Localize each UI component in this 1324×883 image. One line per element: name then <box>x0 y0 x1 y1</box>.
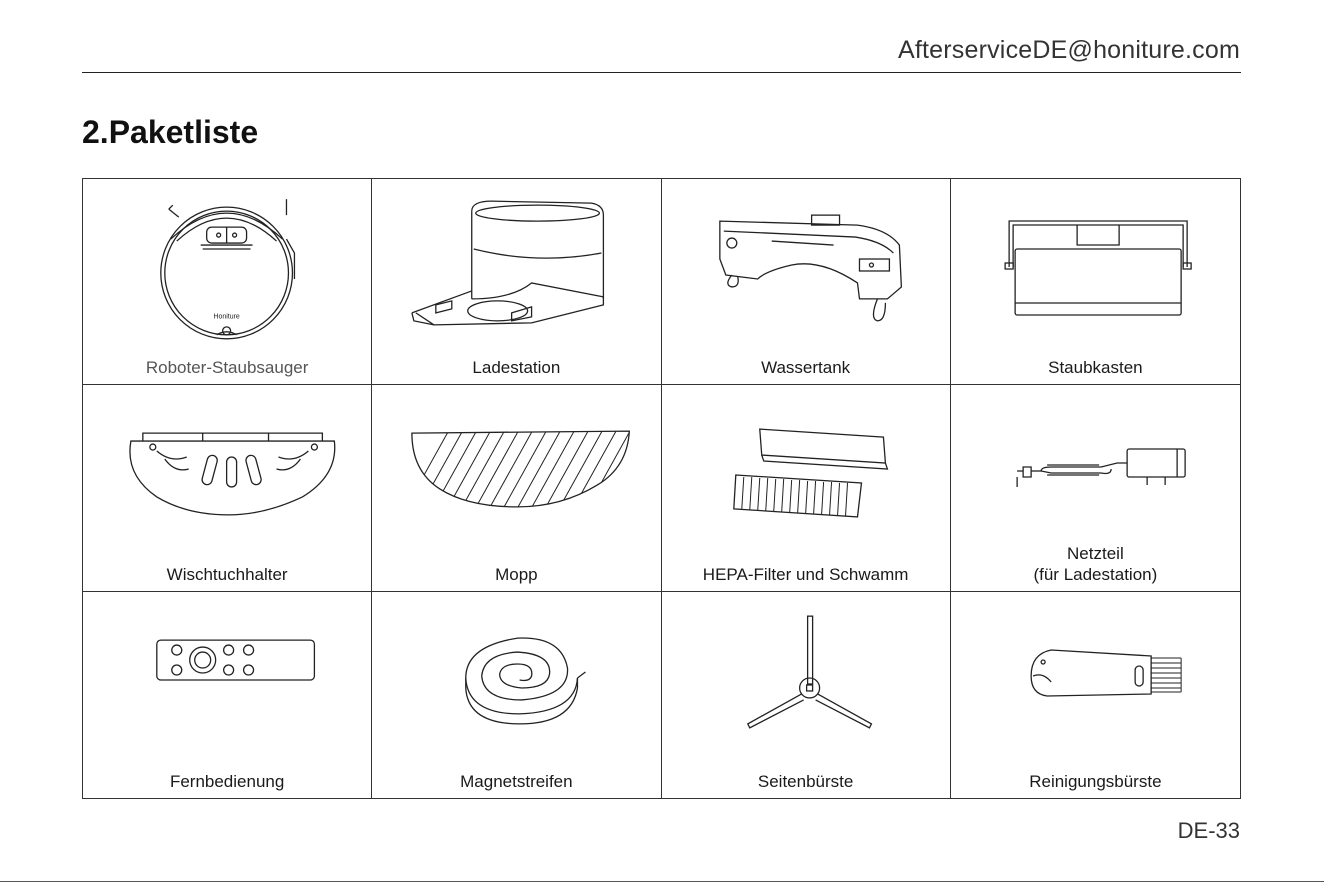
package-item <box>662 592 951 798</box>
item-label: Wassertank <box>761 358 851 378</box>
header-divider <box>82 72 1241 73</box>
package-item <box>83 592 372 798</box>
robot-brand-text <box>83 179 371 349</box>
package-item <box>83 179 372 385</box>
item-label: Staubkasten <box>1048 358 1143 378</box>
package-item <box>662 385 951 591</box>
package-item <box>372 592 661 798</box>
remote-control-icon <box>83 592 371 762</box>
package-item <box>951 179 1240 385</box>
item-label: HEPA-Filter und Schwamm <box>702 564 909 584</box>
item-label <box>951 543 1240 585</box>
item-label: Seitenbürste <box>757 771 854 791</box>
contact-email: AfterserviceDE@honiture.com <box>897 36 1240 64</box>
bottom-divider <box>0 881 1324 882</box>
item-label: Ladestation <box>472 358 561 378</box>
item-label: Mopp <box>495 564 538 584</box>
svg-text:Honiture: Honiture <box>213 313 240 321</box>
page-number: DE-33 <box>1177 818 1240 843</box>
item-label: Reinigungsbürste <box>1029 771 1162 791</box>
cleaning-brush-icon <box>951 592 1240 762</box>
package-item <box>951 592 1240 798</box>
package-item <box>372 179 661 385</box>
side-brush-icon <box>662 592 950 762</box>
item-label-line2: (für Ladestation) <box>1033 564 1158 584</box>
hepa-filter-icon <box>662 385 950 555</box>
mop-cloth-icon <box>372 385 660 555</box>
package-item <box>83 385 372 591</box>
section-title: 2.Paketliste <box>82 114 259 150</box>
package-item <box>662 179 951 385</box>
mop-holder-icon <box>83 385 371 555</box>
power-adapter-icon <box>951 385 1240 555</box>
item-label: Roboter-Staubsauger <box>145 358 309 378</box>
package-contents-table <box>82 178 1241 799</box>
item-label-line1: Netzteil <box>1067 543 1124 563</box>
water-tank-icon <box>662 179 950 349</box>
package-item <box>951 385 1240 591</box>
magnetic-strip-icon <box>372 592 660 762</box>
dust-bin-icon <box>951 179 1240 349</box>
item-label: Wischtuchhalter <box>166 564 288 584</box>
charging-station-icon <box>372 179 660 349</box>
package-item <box>372 385 661 591</box>
item-label: Magnetstreifen <box>460 771 573 791</box>
item-label: Fernbedienung <box>169 771 285 791</box>
